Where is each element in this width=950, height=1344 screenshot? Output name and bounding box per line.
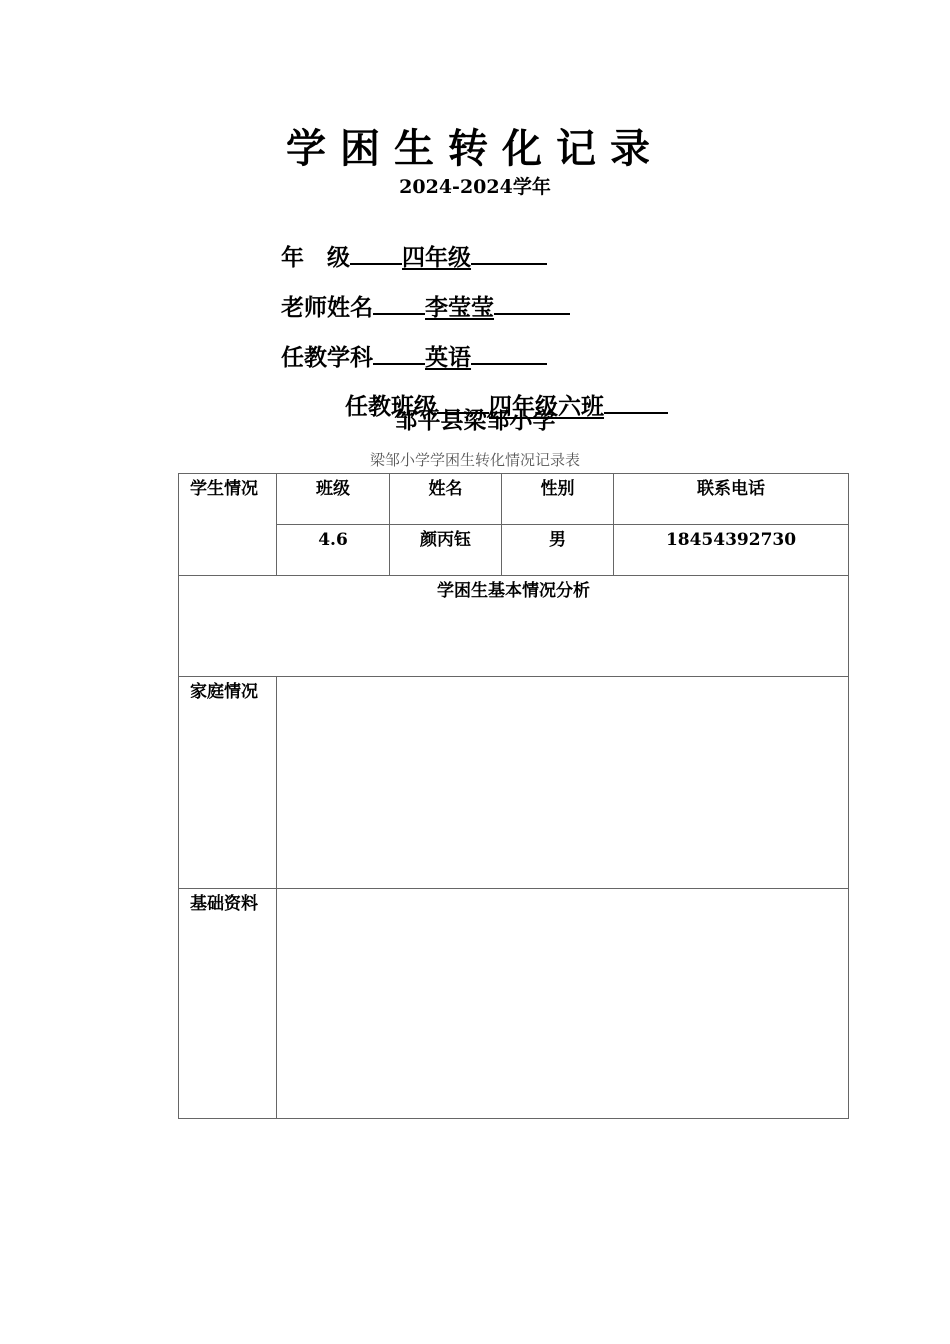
school-year: 2024-2024学年 bbox=[399, 176, 551, 198]
student-name: 颜丙钰 bbox=[390, 525, 502, 576]
student-phone: 18454392730 bbox=[614, 525, 849, 576]
table-row bbox=[179, 677, 849, 889]
table-row bbox=[179, 474, 849, 525]
class-label: 任教班级 bbox=[345, 394, 438, 420]
student-info-label: 学生情况 bbox=[179, 474, 277, 576]
student-gender: 男 bbox=[502, 525, 614, 576]
table-row bbox=[179, 576, 849, 677]
table-row bbox=[179, 889, 849, 1119]
family-label: 家庭情况 bbox=[179, 677, 277, 889]
column-header-gender: 性别 bbox=[502, 474, 614, 525]
column-header-class: 班级 bbox=[277, 474, 390, 525]
basic-info-content bbox=[277, 889, 849, 1119]
subject-value: 英语 bbox=[425, 345, 472, 371]
analysis-heading: 学困生基本情况分析 bbox=[179, 576, 849, 677]
grade-value: 四年级 bbox=[402, 245, 472, 271]
teacher-value: 李莹莹 bbox=[425, 295, 495, 321]
column-header-phone: 联系电话 bbox=[614, 474, 849, 525]
class-value: 四年级六班 bbox=[489, 394, 605, 420]
table-caption: 梁邹小学学困生转化情况记录表 bbox=[369, 451, 580, 469]
subject-label: 任教学科 bbox=[281, 345, 374, 371]
column-header-name: 姓名 bbox=[390, 474, 502, 525]
teacher-label: 老师姓名 bbox=[281, 295, 374, 321]
school-name: 邹平县梁邹小学 bbox=[394, 408, 556, 434]
grade-label: 年 级 bbox=[281, 245, 351, 271]
document-title: 学困生转化记录 bbox=[286, 126, 664, 172]
table-row bbox=[179, 525, 849, 576]
family-content bbox=[277, 677, 849, 889]
student-record-table bbox=[178, 473, 849, 1119]
basic-info-label: 基础资料 bbox=[179, 889, 277, 1119]
student-class: 4.6 bbox=[277, 525, 390, 576]
